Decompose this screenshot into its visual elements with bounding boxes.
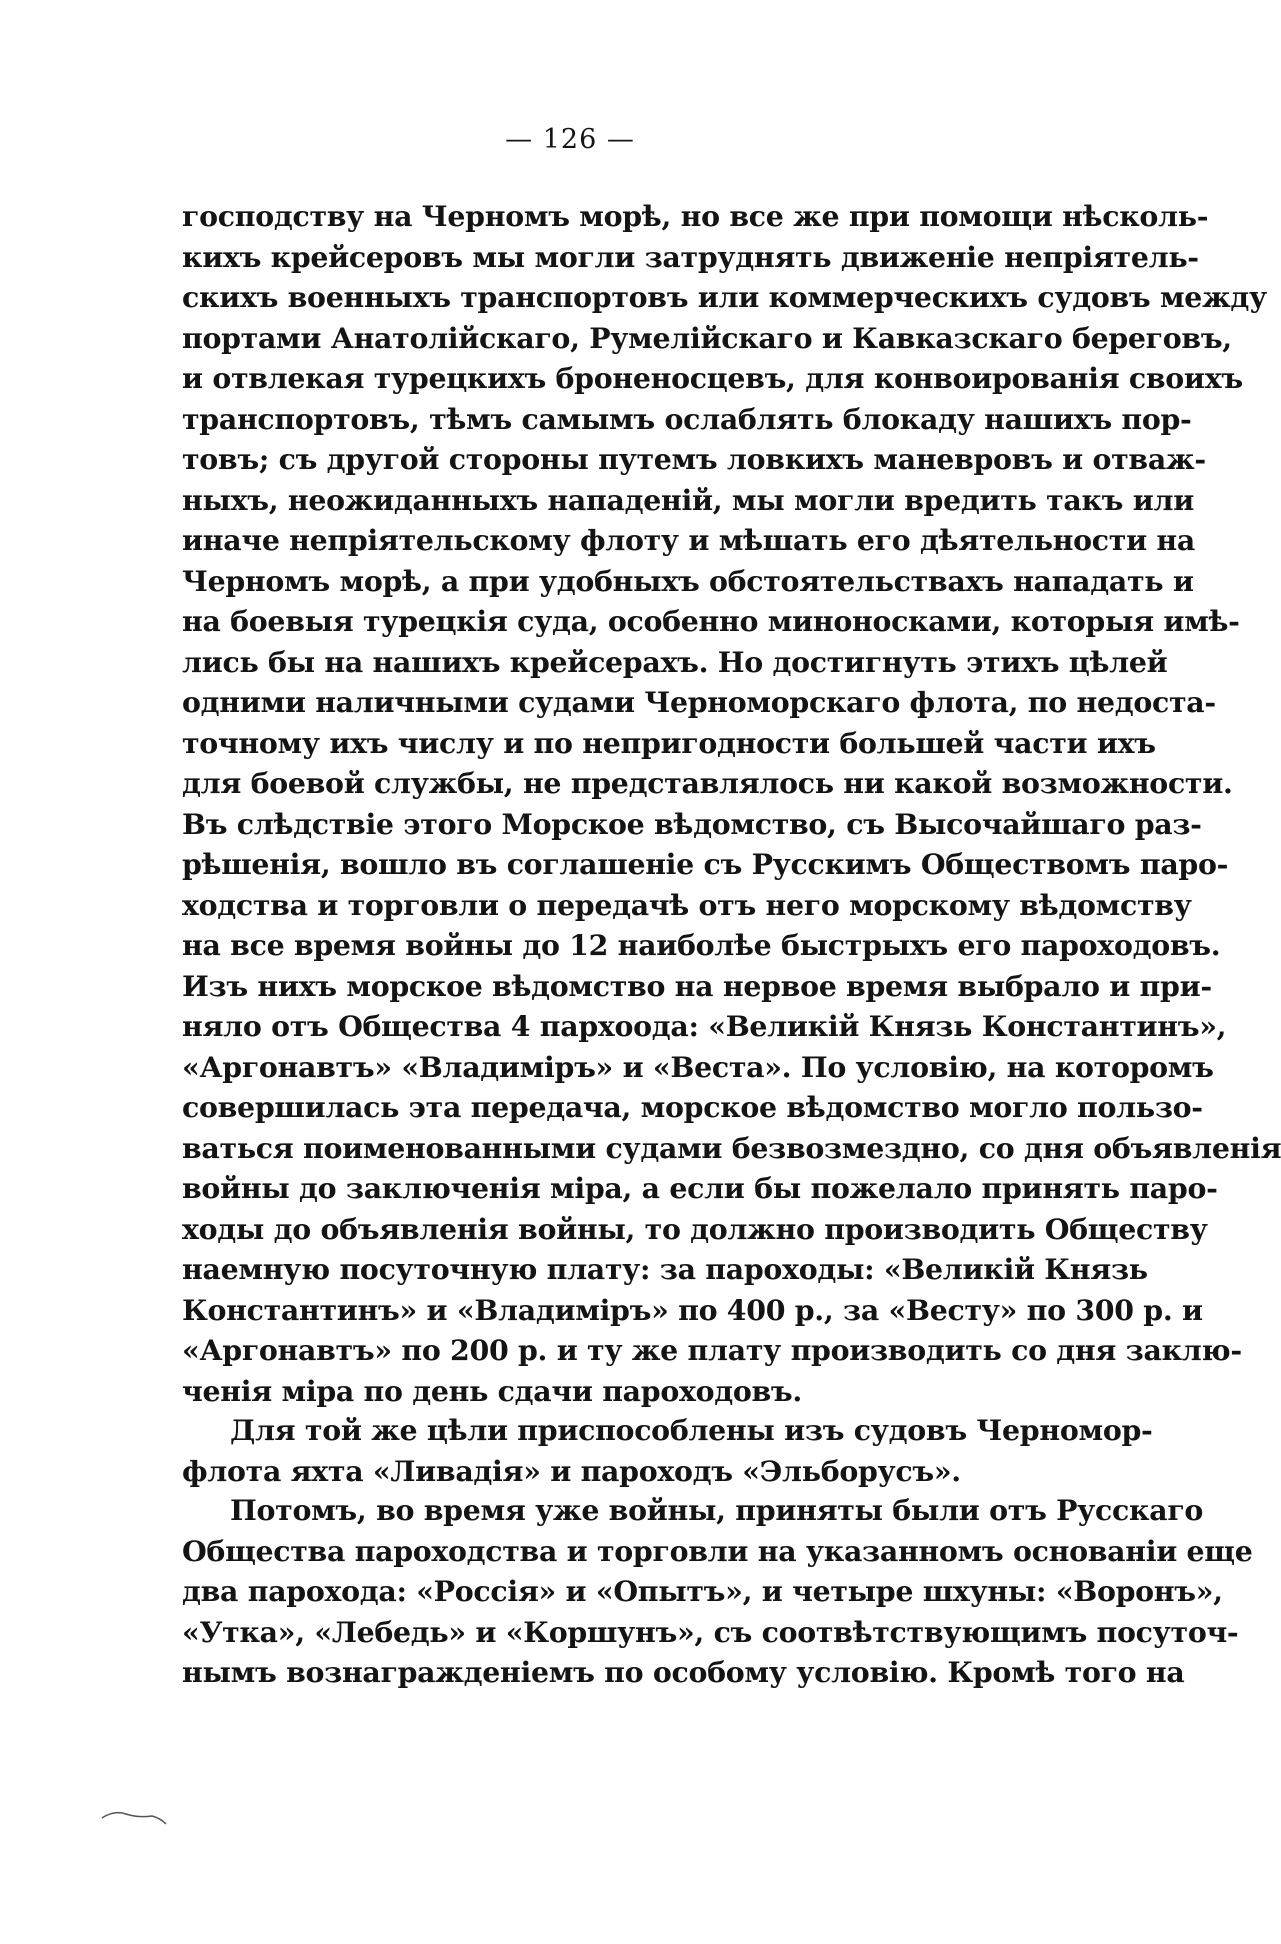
- paragraph-2: [182, 1410, 1153, 1491]
- text-line: лись бы на нашихъ крейсерахъ. Но достигнуть этихъ цѣлей: [182, 644, 1168, 679]
- text-line: и отвлекая турецкихъ броненосцевъ, для конвоированiя своихъ: [182, 361, 1243, 395]
- text-line: няло отъ Общества 4 пархоода: «Великiй Князь Константинъ»,: [182, 1009, 1227, 1043]
- text-line: ходства и торговли о передачѣ отъ него морскому вѣдомству: [182, 887, 1192, 922]
- text-line: ченiя мiра по день сдачи пароходовъ.: [182, 1373, 802, 1408]
- text-line: ныхъ, неожиданныхъ нападенiй, мы могли вредить такъ или: [182, 482, 1194, 517]
- text-line: войны до заключенiя мiра, а если бы пожелало принять паро-: [182, 1171, 1218, 1205]
- text-line: скихъ военныхъ транспортовъ или коммерческихъ судовъ между: [182, 280, 1267, 314]
- paragraph-3: [182, 1490, 1253, 1693]
- text-line: «Утка», «Лебедь» и «Коршунъ», съ соотвѣтствующимъ посуточ-: [182, 1614, 1239, 1649]
- text-line: Черномъ морѣ, а при удобныхъ обстоятельствахъ нападать и: [182, 563, 1194, 598]
- text-line: нымъ вознагражденiемъ по особому условiю. Кромѣ того на: [182, 1655, 1185, 1689]
- text-line: Константинъ» и «Владимiръ» по 400 р., за «Весту» по 300 р. и: [182, 1292, 1203, 1327]
- text-line: кихъ крейсеровъ мы могли затруднять движенiе непрiятель-: [182, 239, 1199, 274]
- text-line: одними наличными судами Черноморскаго флота, по недоста-: [182, 685, 1216, 719]
- text-line: флота яхта «Ливадiя» и пароходъ «Эльборусъ».: [182, 1453, 961, 1488]
- text-line: транспортовъ, тѣмъ самымъ ослаблять блокаду нашихъ пор-: [182, 401, 1192, 436]
- text-line: для боевой службы, не представлялось ни какой возможности.: [182, 766, 1233, 800]
- text-line: Для той же цѣли приспособлены изъ судовъ Черномор-: [230, 1413, 1153, 1447]
- text-line: иначе непрiятельскому флоту и мѣшать его дѣятельности на: [182, 523, 1195, 557]
- text-line: «Аргонавтъ» по 200 р. и ту же плату производить со дня заклю-: [182, 1333, 1242, 1367]
- text-line: ваться поименованными судами безвозмездно, со дня объявленiя: [182, 1130, 1281, 1165]
- text-line: наемную посуточную плату: за пароходы: «Великiй Князь: [182, 1252, 1148, 1286]
- text-line: господству на Черномъ морѣ, но все же при помощи нѣсколь-: [182, 199, 1209, 233]
- text-line: портами Анатолiйскаго, Румелiйскаго и Кавказскаго береговъ,: [182, 320, 1232, 355]
- text-line: на все время войны до 12 наиболѣе быстрыхъ его пароходовъ.: [182, 928, 1221, 962]
- text-line: рѣшенiя, вошло въ соглашенiе съ Русскимъ Обществомъ паро-: [182, 847, 1229, 881]
- paragraph-1: [182, 196, 1281, 1411]
- text-line: Изъ нихъ морское вѣдомство на нервое время выбрало и при-: [182, 968, 1212, 1003]
- text-line: «Аргонавтъ» «Владимiръ» и «Веста». По условiю, на которомъ: [182, 1049, 1214, 1084]
- text-line: точному ихъ числу и по непригодности большей части ихъ: [182, 725, 1156, 760]
- text-line: два парохода: «Россiя» и «Опытъ», и четыре шхуны: «Воронъ»,: [182, 1574, 1223, 1608]
- text-line: товъ; съ другой стороны путемъ ловкихъ маневровъ и отваж-: [182, 442, 1206, 476]
- text-line: Потомъ, во время уже войны, приняты были отъ Русскаго: [230, 1493, 1204, 1527]
- text-line: Въ слѣдствiе этого Морское вѣдомство, съ Высочайшаго раз-: [182, 806, 1202, 841]
- text-line: Общества пароходства и торговли на указанномъ основанiи еще: [182, 1533, 1253, 1568]
- ink-smudge-mark: [100, 1800, 180, 1830]
- text-line: совершилась эта передача, морское вѣдомство могло пользо-: [182, 1090, 1203, 1124]
- page-number: — 126 —: [505, 124, 635, 155]
- text-line: на боевыя турецкiя суда, особенно миноносками, которыя имѣ-: [182, 604, 1240, 638]
- text-line: ходы до объявленiя войны, то должно производить Обществу: [182, 1211, 1208, 1246]
